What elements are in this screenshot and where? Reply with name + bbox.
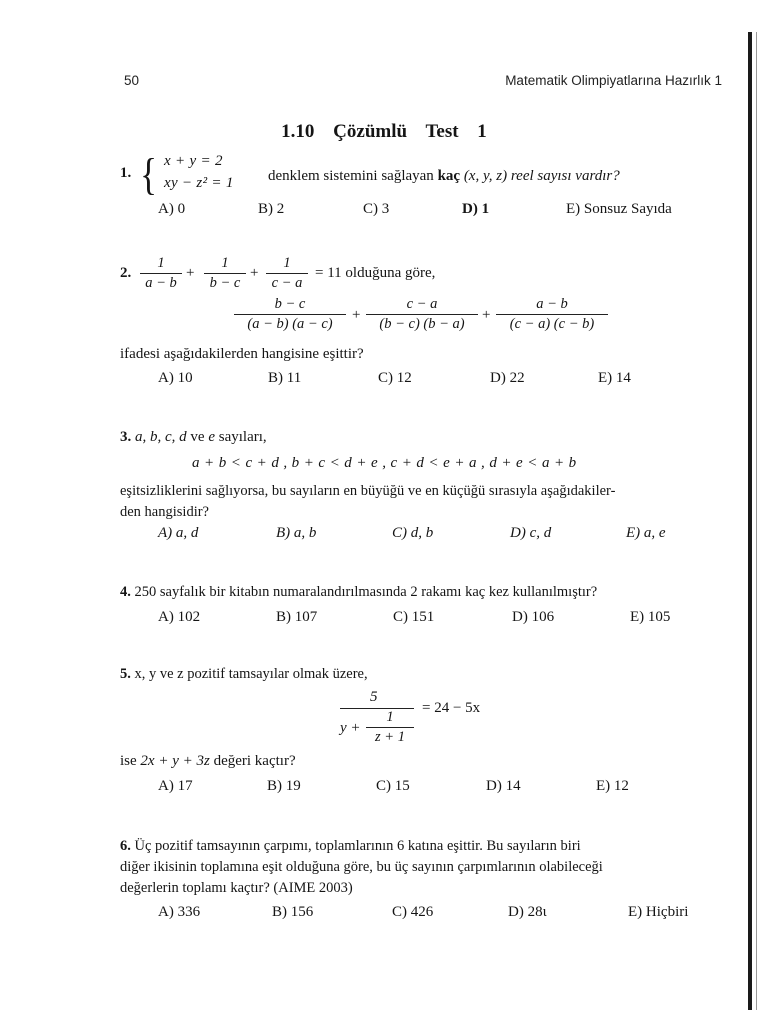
- answer-options: [0, 525, 768, 545]
- system-brace: {: [140, 150, 158, 199]
- fraction: a − b (c − a) (c − b): [496, 296, 608, 333]
- option-d: D) 14: [486, 778, 521, 794]
- text-line: değerlerin toplamı kaçtır? (AIME 2003): [120, 880, 353, 896]
- option-b: B) a, b: [276, 525, 317, 541]
- question-number: 1.: [120, 165, 132, 181]
- option-b: B) 11: [268, 370, 302, 386]
- equation-1: x + y = 2: [164, 153, 223, 169]
- equation-2: xy − z² = 1: [164, 175, 234, 191]
- text-line: den hangisidir?: [120, 504, 209, 520]
- answer-options: [0, 201, 768, 221]
- page-edge-line: [756, 32, 757, 1010]
- option-c: C) 12: [378, 370, 412, 386]
- fraction: b − c (a − b) (a − c): [234, 296, 346, 333]
- option-c: C) 426: [392, 904, 434, 920]
- fraction: c − a (b − c) (b − a): [366, 296, 478, 333]
- right-hand-side: = 24 − 5x: [422, 700, 481, 716]
- text-line: diğer ikisinin toplamına eşit olduğuna göre, bu üç sayının çarpımlarının olabileceği: [120, 859, 603, 875]
- question-text: ifadesi aşağıdakilerden hangisine eşittir?: [120, 346, 364, 362]
- option-c: C) 151: [393, 609, 435, 625]
- text-line: eşitsizliklerini sağlıyorsa, bu sayıların en büyüğü ve en küçüğü sırasıyla aşağıdakiler-: [120, 483, 616, 499]
- text-line: 6. Üç pozitif tamsayının çarpımı, toplamlarının 6 katına eşittir. Bu sayıların biri: [120, 838, 581, 854]
- option-b: B) 156: [272, 904, 314, 920]
- option-a: A) 0: [158, 201, 186, 217]
- answer-options: [0, 904, 768, 924]
- fraction: 1 a − b: [140, 255, 182, 292]
- option-d: D) 28ι: [508, 904, 547, 920]
- question-text: denklem sistemini sağlayan kaç (x, y, z) reel sayısı vardır?: [268, 168, 620, 184]
- option-b: B) 2: [258, 201, 285, 217]
- question-text: [120, 836, 603, 899]
- page-edge-shadow: [748, 32, 752, 1010]
- option-b: B) 107: [276, 609, 318, 625]
- option-d: D) 22: [490, 370, 525, 386]
- running-header: Matematik Olimpiyatlarına Hazırlık 1: [505, 73, 722, 88]
- option-b: B) 19: [267, 778, 301, 794]
- fraction: 1 b − c: [204, 255, 246, 292]
- option-d: D) c, d: [510, 525, 552, 541]
- question-intro: 3. a, b, c, d ve e sayıları,: [120, 429, 267, 445]
- option-e: E) 14: [598, 370, 631, 386]
- option-a: A) a, d: [158, 525, 199, 541]
- option-d: D) 1: [462, 201, 490, 217]
- option-a: A) 102: [158, 609, 201, 625]
- answer-options: [0, 609, 768, 629]
- plus-sign: +: [186, 265, 195, 281]
- option-a: A) 17: [158, 778, 193, 794]
- fraction: 1 c − a: [266, 255, 308, 292]
- option-e: E) Sonsuz Sayıda: [566, 201, 672, 217]
- question-text: 4. 250 sayfalık bir kitabın numaralandırılmasında 2 rakamı kaç kez kullanılmıştır?: [120, 584, 598, 600]
- inner-fraction: 1 z + 1: [366, 709, 414, 746]
- option-a: A) 10: [158, 370, 193, 386]
- page-number: 50: [124, 73, 140, 88]
- plus-sign: +: [482, 307, 491, 323]
- plus-sign: +: [352, 307, 361, 323]
- plus-sign: +: [250, 265, 259, 281]
- option-e: E) a, e: [626, 525, 666, 541]
- question-intro: 5. x, y ve z pozitif tamsayılar olmak üzere,: [120, 666, 368, 682]
- option-c: C) 15: [376, 778, 410, 794]
- condition-text: = 11 olduğuna göre,: [315, 265, 436, 281]
- question-text: [120, 481, 615, 523]
- answer-options: [0, 370, 768, 390]
- inequalities: a + b < c + d , b + c < d + e , c + d < e + a , d + e < a + b: [192, 455, 577, 471]
- option-c: C) d, b: [392, 525, 434, 541]
- option-a: A) 336: [158, 904, 201, 920]
- option-e: E) Hiçbiri: [628, 904, 689, 920]
- option-e: E) 12: [596, 778, 629, 794]
- main-numerator: 5: [370, 689, 378, 705]
- denominator-term: y +: [340, 720, 361, 736]
- option-e: E) 105: [630, 609, 671, 625]
- answer-options: [0, 778, 768, 798]
- question-number: 2.: [120, 265, 132, 281]
- option-c: C) 3: [363, 201, 390, 217]
- section-title: 1.10 Çözümlü Test 1: [281, 121, 487, 142]
- option-d: D) 106: [512, 609, 555, 625]
- question-text: ise 2x + y + 3z değeri kaçtır?: [120, 753, 296, 769]
